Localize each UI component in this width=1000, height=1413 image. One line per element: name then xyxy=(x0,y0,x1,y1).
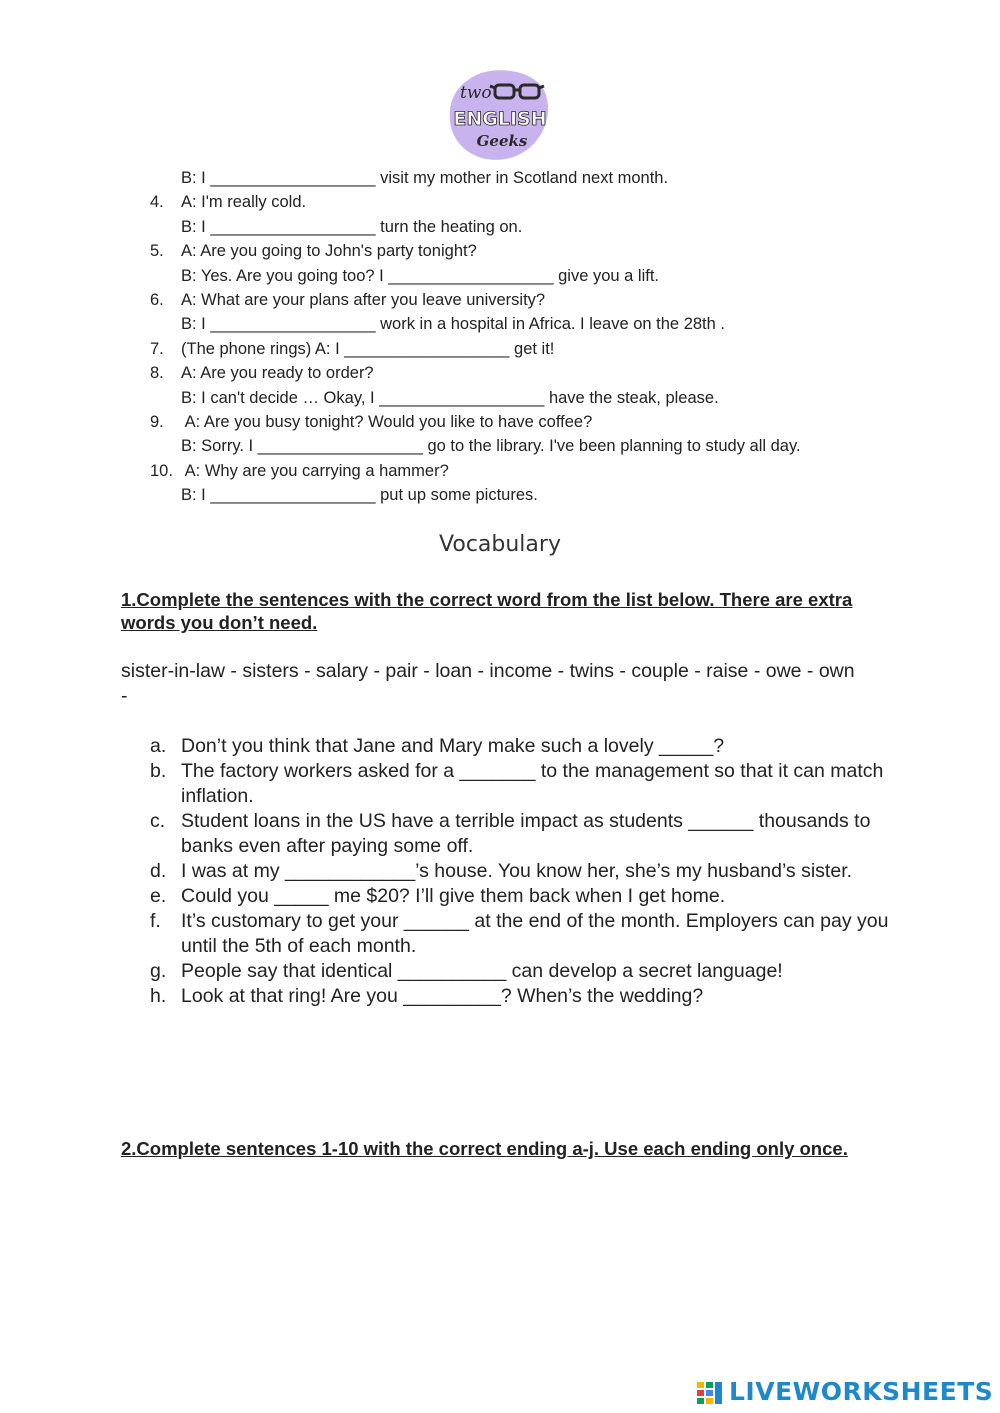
answer-blank[interactable]: __________________ xyxy=(344,339,510,358)
grammar-line-text xyxy=(181,410,592,434)
grammar-line xyxy=(150,215,910,239)
answer-blank[interactable]: __________________ xyxy=(210,169,376,187)
grammar-text-after-blank: go to the library. I've been planning to study all day. xyxy=(422,437,801,456)
grammar-text-after-blank: have the steak, please. xyxy=(544,388,719,407)
grammar-text-before-blank: B: I xyxy=(181,486,211,505)
grammar-line-text xyxy=(181,239,477,263)
grammar-text-before-blank: B: Yes. Are you going too? I xyxy=(181,266,389,285)
grammar-item-number: 7. xyxy=(150,339,164,358)
vocabulary-item xyxy=(150,759,890,809)
grammar-text-before-blank: A: Are you ready to order? xyxy=(181,364,374,383)
grammar-item-number: 5. xyxy=(150,242,164,261)
vocabulary-item-text: Student loans in the US have a terrible impact as students ______ thousands to banks even after paying some off. xyxy=(181,810,871,857)
vocabulary-item-letter: f. xyxy=(150,910,161,932)
liveworksheets-logo-icon xyxy=(697,1382,723,1404)
vocabulary-item-text: Don’t you think that Jane and Mary make such a lovely _____? xyxy=(181,735,725,757)
grammar-line xyxy=(150,434,910,458)
vocabulary-item-letter: d. xyxy=(150,860,167,882)
grammar-line xyxy=(150,288,910,312)
grammar-text-before-blank: B: Sorry. I xyxy=(181,437,258,456)
vocabulary-item-letter: e. xyxy=(150,885,167,907)
grammar-line-text xyxy=(181,459,449,483)
vocabulary-item-list xyxy=(150,734,890,1009)
vocabulary-item xyxy=(150,859,890,884)
grammar-line-text xyxy=(181,361,374,385)
grammar-line-text xyxy=(181,386,719,410)
grammar-line-text xyxy=(181,264,659,288)
two-english-geeks-logo xyxy=(448,66,552,162)
grammar-line-text xyxy=(181,166,668,190)
grammar-line xyxy=(150,410,910,434)
vocabulary-item-letter: g. xyxy=(150,960,167,982)
vocabulary-item-text: Could you _____ me $20? I’ll give them back when I get home. xyxy=(181,885,726,907)
vocabulary-item-letter: b. xyxy=(150,760,167,782)
answer-blank[interactable]: __________________ xyxy=(388,266,554,285)
grammar-line xyxy=(150,337,910,361)
logo-text-two: two xyxy=(460,83,492,103)
grammar-line-text xyxy=(181,288,545,312)
vocabulary-item xyxy=(150,909,890,959)
grammar-line xyxy=(150,239,910,263)
vocabulary-item xyxy=(150,984,890,1009)
grammar-text-before-blank: A: Are you going to John's party tonight? xyxy=(181,242,477,261)
grammar-line xyxy=(150,166,910,190)
grammar-text-after-blank: turn the heating on. xyxy=(375,217,523,236)
grammar-line xyxy=(150,361,910,385)
vocabulary-item xyxy=(150,809,890,859)
grammar-text-before-blank: (The phone rings) A: I xyxy=(181,339,345,358)
grammar-item-number: 6. xyxy=(150,290,164,309)
grammar-exercise-list xyxy=(150,166,910,507)
answer-blank[interactable]: __________________ xyxy=(210,315,376,334)
logo-text-geeks: Geeks xyxy=(476,132,528,150)
exercise-1-instruction: 1.Complete the sentences with the correct word from the list below. There are extra words you don’t need. xyxy=(121,589,853,633)
vocabulary-item-letter: a. xyxy=(150,735,167,757)
grammar-text-after-blank: work in a hospital in Africa. I leave on the 28th . xyxy=(375,315,725,334)
grammar-item-number: 10. xyxy=(150,461,173,480)
grammar-text-before-blank: A: Are you busy tonight? Would you like to have coffee? xyxy=(181,412,593,431)
grammar-text-after-blank: put up some pictures. xyxy=(375,486,538,505)
vocabulary-item xyxy=(150,734,890,759)
grammar-text-before-blank: A: What are your plans after you leave university? xyxy=(181,290,546,309)
grammar-text-before-blank: B: I xyxy=(181,315,211,334)
vocabulary-item-letter: h. xyxy=(150,985,167,1007)
grammar-text-before-blank: B: I xyxy=(181,169,211,187)
exercise-2-instruction: 2.Complete sentences 1-10 with the correct ending a-j. Use each ending only once. xyxy=(121,1138,848,1159)
logo-text-english: ENGLISH xyxy=(453,108,547,130)
grammar-item-number: 9. xyxy=(150,412,164,431)
vocabulary-item-text: It’s customary to get your ______ at the end of the month. Employers can pay you until the 5th of each month. xyxy=(181,910,889,957)
answer-blank[interactable]: __________________ xyxy=(210,486,376,505)
liveworksheets-brand-text: LIVEWORKSHEETS xyxy=(729,1377,994,1406)
grammar-line xyxy=(150,386,910,410)
grammar-line-text xyxy=(181,312,725,336)
grammar-text-after-blank: visit my mother in Scotland next month. xyxy=(375,169,669,187)
vocabulary-item xyxy=(150,959,890,984)
answer-blank[interactable]: __________________ xyxy=(379,388,545,407)
grammar-line-text xyxy=(181,215,522,239)
grammar-text-after-blank: get it! xyxy=(509,339,555,358)
answer-blank[interactable]: __________________ xyxy=(210,217,376,236)
grammar-text-after-blank: give you a lift. xyxy=(553,266,659,285)
grammar-item-number: 8. xyxy=(150,364,164,383)
grammar-line-text xyxy=(181,190,306,214)
grammar-line xyxy=(150,264,910,288)
section-title-vocabulary: Vocabulary xyxy=(439,532,561,557)
vocabulary-item-letter: c. xyxy=(150,810,166,832)
grammar-line-text xyxy=(181,483,538,507)
grammar-text-before-blank: B: I xyxy=(181,217,211,236)
grammar-line-text xyxy=(181,434,801,458)
grammar-line xyxy=(150,483,910,507)
vocabulary-item xyxy=(150,884,890,909)
grammar-text-before-blank: A: I'm really cold. xyxy=(181,193,307,212)
grammar-line xyxy=(150,190,910,214)
grammar-item-number: 4. xyxy=(150,193,164,212)
vocabulary-item-text: People say that identical __________ can develop a secret language! xyxy=(181,960,783,982)
grammar-line xyxy=(150,459,910,483)
grammar-text-before-blank: A: Why are you carrying a hammer? xyxy=(181,461,449,480)
grammar-text-before-blank: B: I can't decide … Okay, I xyxy=(181,388,380,407)
grammar-line-text xyxy=(181,337,554,361)
vocabulary-item-text: The factory workers asked for a _______ to the management so that it can match inflation. xyxy=(181,760,884,807)
vocabulary-item-text: Look at that ring! Are you _________? When’s the wedding? xyxy=(181,985,704,1007)
grammar-line xyxy=(150,312,910,336)
vocabulary-item-text: I was at my ____________’s house. You know her, she’s my husband’s sister. xyxy=(181,860,853,882)
answer-blank[interactable]: __________________ xyxy=(257,437,423,456)
word-list: sister-in-law - sisters - salary - pair - loan - income - twins - couple - raise - owe - own - xyxy=(121,660,855,707)
